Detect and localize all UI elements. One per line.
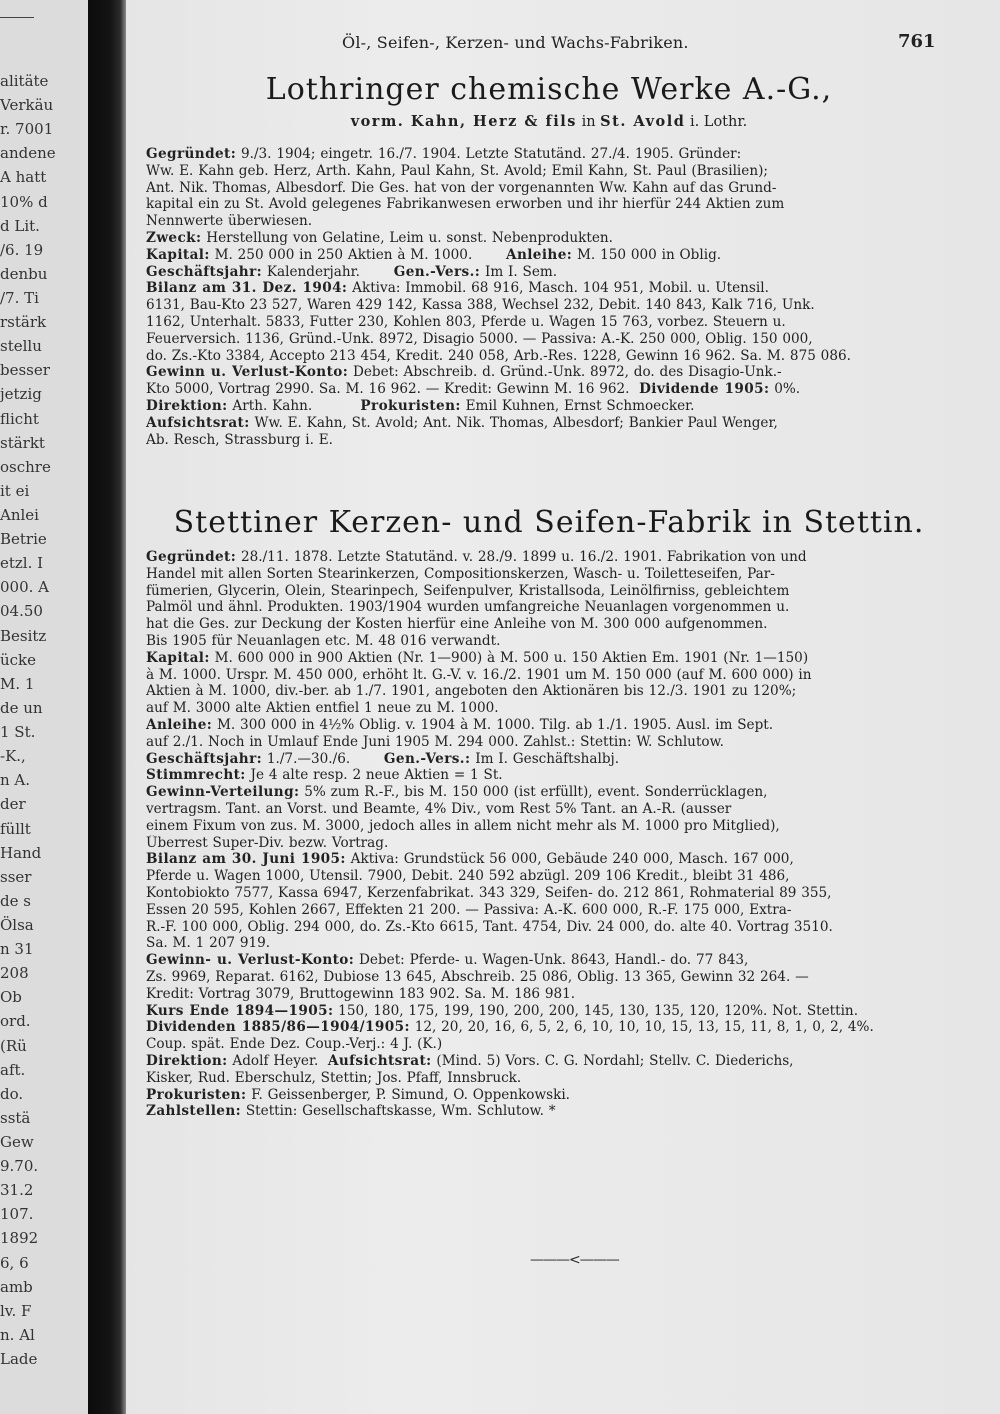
margin-fragment: do. <box>0 1085 24 1103</box>
text-line: Kto 5000, Vortrag 2990. Sa. M. 16 962. — Kredit: Gewinn M. 16 962. Dividende 1905: 0%. <box>146 381 801 398</box>
text-line: Nennwerte überwiesen. <box>146 213 313 230</box>
firm-former-name: vorm. Kahn, Herz & fils <box>350 113 577 130</box>
margin-fragment: aft. <box>0 1061 26 1079</box>
firm-title-lothringer: Lothringer chemische Werke A.-G., <box>265 72 833 107</box>
text-line: à M. 1000. Urspr. M. 450 000, erhöht lt. G.-V. v. 16./2. 1901 um M. 150 000 (auf M. 600 000) in <box>146 666 812 683</box>
running-head: Öl-, Seifen-, Kerzen- und Wachs-Fabriken. <box>342 33 689 52</box>
text-line: Kapital: M. 250 000 in 250 Aktien à M. 1000. Anleihe: M. 150 000 in Oblig. <box>146 246 722 263</box>
margin-fragment: Besitz <box>0 627 47 645</box>
subtitle-region: i. Lothr. <box>685 114 748 130</box>
text-line: einem Fixum von zus. M. 3000, jedoch alles in allem nicht mehr als M. 1000 pro Mitglied), <box>146 817 780 834</box>
text-line: Bilanz am 30. Juni 1905: Aktiva: Grundstück 56 000, Gebäude 240 000, Masch. 167 000, <box>146 851 794 868</box>
margin-fragment: oschre <box>0 458 51 476</box>
margin-fragment: Ob <box>0 988 22 1006</box>
text-line: Gewinn u. Verlust-Konto: Debet: Abschreib. d. Gründ.-Unk. 8972, do. des Disagio-Unk.- <box>146 364 782 381</box>
text-line: Anleihe: M. 300 000 in 4½% Oblig. v. 1904 à M. 1000. Tilg. ab 1./1. 1905. Ausl. im Sept. <box>146 716 774 733</box>
margin-fragment: de s <box>0 892 31 910</box>
text-line: Prokuristen: F. Geissenberger, P. Simund, O. Oppenkowski. <box>146 1086 571 1103</box>
text-line: Bis 1905 für Neuanlagen etc. M. 48 016 verwandt. <box>146 632 501 649</box>
margin-fragment: /7. Ti <box>0 289 39 307</box>
text-line: vertragsm. Tant. an Vorst. und Beamte, 4% Div., vom Rest 5% Tant. an A.-R. (ausser <box>146 800 732 817</box>
text-line: Kisker, Rud. Eberschulz, Stettin; Jos. Pfaff, Innsbruck. <box>146 1069 522 1086</box>
text-line: hat die Ges. zur Deckung der Kosten hierfür eine Anleihe von M. 300 000 aufgenommen. <box>146 616 768 633</box>
margin-fragment: 000. A <box>0 578 49 596</box>
margin-fragment: A hatt <box>0 168 47 186</box>
text-line: Zweck: Herstellung von Gelatine, Leim u. sonst. Nebenprodukten. <box>146 229 613 246</box>
margin-fragment: amb <box>0 1278 33 1296</box>
firm-place: St. Avold <box>600 113 686 130</box>
margin-fragment: -K., <box>0 747 26 765</box>
end-separator: ———<——— <box>530 1252 619 1268</box>
text-line: Zahlstellen: Stettin: Gesellschaftskasse, Wm. Schlutow. * <box>146 1103 556 1120</box>
text-line: Direktion: Arth. Kahn. Prokuristen: Emil Kuhnen, Ernst Schmoecker. <box>146 397 695 414</box>
margin-fragment: rstärk <box>0 313 47 331</box>
text-line: 1162, Unterhalt. 5833, Futter 230, Kohlen 803, Pferde u. Wagen 15 763, vorbez. Steuern u. <box>146 313 786 330</box>
text-line: do. Zs.-Kto 3384, Accepto 213 454, Kredit. 240 058, Arb.-Res. 1228, Gewinn 16 962. Sa. M. 875 086. <box>146 347 851 364</box>
text-line: auf 2./1. Noch in Umlauf Ende Juni 1905 M. 294 000. Zahlst.: Stettin: W. Schlutow. <box>146 733 724 750</box>
text-line: fümerien, Glycerin, Olein, Stearinpech, Seifenpulver, Kristallsoda, Leinölfirniss, gebleichtem <box>146 582 790 599</box>
margin-fragment: alitäte <box>0 72 49 90</box>
margin-fragment: Gew <box>0 1133 34 1151</box>
firm-title-stettiner: Stettiner Kerzen- und Seifen-Fabrik in Stettin. <box>173 505 925 540</box>
margin-fragment: füllt <box>0 820 31 838</box>
text-line: Aktien à M. 1000, div.-ber. ab 1./7. 1901, angeboten den Aktionären bis 12./3. 1901 zu 120%; <box>146 683 797 700</box>
margin-fragment: 6, 6 <box>0 1254 29 1272</box>
text-line: R.-F. 100 000, Oblig. 294 000, do. Zs.-Kto 6615, Tant. 4754, Div. 24 000, do. alte 40. Vortrag 3510. <box>146 918 833 935</box>
margin-fragment: n A. <box>0 771 31 789</box>
margin-fragment: ord. <box>0 1012 31 1030</box>
margin-fragment: jetzig <box>0 385 42 403</box>
text-line: auf M. 3000 alte Aktien entfiel 1 neue zu M. 1000. <box>146 700 499 717</box>
margin-fragment: der <box>0 795 26 813</box>
entry-lothringer <box>146 146 952 448</box>
text-line: Sa. M. 1 207 919. <box>146 935 271 952</box>
margin-fragment: Anlei <box>0 506 39 524</box>
margin-fragment: M. 1 <box>0 675 35 693</box>
text-line: Handel mit allen Sorten Stearinkerzen, Compositionskerzen, Wasch- u. Toiletteseifen, Par- <box>146 565 775 582</box>
margin-fragment: Verkäu <box>0 96 54 114</box>
margin-fragment: Ölsa <box>0 916 34 934</box>
margin-fragment: 10% d <box>0 193 48 211</box>
margin-fragment: n. Al <box>0 1326 35 1344</box>
book-spine-shadow <box>88 0 126 1414</box>
margin-fragment: /6. 19 <box>0 241 44 259</box>
margin-fragment: Lade <box>0 1350 38 1368</box>
text-line: Kurs Ende 1894—1905: 150, 180, 175, 199, 190, 200, 200, 145, 130, 135, 120, 120%. Not. Stettin. <box>146 1002 859 1019</box>
text-line: Geschäftsjahr: 1./7.—30./6. Gen.-Vers.: Im I. Geschäftshalbj. <box>146 750 620 767</box>
text-line: Ww. E. Kahn geb. Herz, Arth. Kahn, Paul Kahn, St. Avold; Emil Kahn, St. Paul (Brasilien); <box>146 162 768 179</box>
margin-fragment: 31.2 <box>0 1181 34 1199</box>
margin-fragment: andene <box>0 144 56 162</box>
margin-fragment: it ei <box>0 482 30 500</box>
text-line: Palmöl und ähnl. Produkten. 1903/1904 wurden umfangreiche Neuanlagen vorgenommen u. <box>146 599 790 616</box>
text-line: Gegründet: 9./3. 1904; eingetr. 16./7. 1904. Letzte Statutänd. 27./4. 1905. Gründer: <box>146 146 742 162</box>
margin-fragment: r. 7001 <box>0 120 54 138</box>
margin-fragment: 1 St. <box>0 723 36 741</box>
text-line: Dividenden 1885/86—1904/1905: 12, 20, 20, 16, 6, 5, 2, 6, 10, 10, 10, 15, 13, 15, 11, 8, 1, 0, 2, 4%. <box>146 1019 874 1036</box>
text-line: Gewinn- u. Verlust-Konto: Debet: Pferde- u. Wagen-Unk. 8643, Handl.- do. 77 843, <box>146 952 749 969</box>
margin-fragment: n 31 <box>0 940 34 958</box>
margin-fragment: 04.50 <box>0 602 43 620</box>
margin-fragment: lv. F <box>0 1302 32 1320</box>
text-line: 6131, Bau-Kto 23 527, Waren 429 142, Kassa 388, Wechsel 232, Debit. 140 843, Kalk 716, Unk. <box>146 297 815 314</box>
subtitle-connector: in <box>576 114 601 130</box>
text-line: Ant. Nik. Thomas, Albesdorf. Die Ges. hat von der vorgenannten Ww. Kahn auf das Grund- <box>146 179 777 196</box>
margin-fragment: besser <box>0 361 50 379</box>
text-line: Pferde u. Wagen 1000, Utensil. 7900, Debit. 240 592 abzügl. 209 106 Kredit., bleibt 31 486, <box>146 868 790 885</box>
margin-fragment: d Lit. <box>0 217 40 235</box>
margin-fragment: flicht <box>0 410 39 428</box>
margin-fragment: 107. <box>0 1205 34 1223</box>
text-line: kapital ein zu St. Avold gelegenes Fabrikanwesen erworben und ihr hierfür 244 Aktien zum <box>146 196 785 213</box>
margin-fragment: denbu <box>0 265 48 283</box>
text-line: Gegründet: 28./11. 1878. Letzte Statutänd. v. 28./9. 1899 u. 16./2. 1901. Fabrikation von und <box>146 549 807 565</box>
page-number: 761 <box>898 31 936 52</box>
text-line: Direktion: Adolf Heyer. Aufsichtsrat: (Mind. 5) Vors. C. G. Nordahl; Stellv. C. Diederichs, <box>146 1052 794 1069</box>
margin-fragment: stellu <box>0 337 42 355</box>
text-line: Stimmrecht: Je 4 alte resp. 2 neue Aktien = 1 St. <box>146 767 503 784</box>
margin-fragment: 208 <box>0 964 29 982</box>
margin-fragment: Betrie <box>0 530 47 548</box>
text-line: Essen 20 595, Kohlen 2667, Effekten 21 200. — Passiva: A.-K. 600 000, R.-F. 175 000, Extra- <box>146 901 792 918</box>
text-line: Bilanz am 31. Dez. 1904: Aktiva: Immobil. 68 916, Masch. 104 951, Mobil. u. Utensil. <box>146 280 769 297</box>
entry-stettiner <box>146 549 952 1120</box>
text-line: Kapital: M. 600 000 in 900 Aktien (Nr. 1—900) à M. 500 u. 150 Aktien Em. 1901 (Nr. 1—150) <box>146 649 809 666</box>
text-line: Ab. Resch, Strassburg i. E. <box>146 431 333 448</box>
text-line: Kredit: Vortrag 3079, Bruttogewinn 183 902. Sa. M. 186 981. <box>146 985 576 1002</box>
margin-fragment: Hand <box>0 844 42 862</box>
text-line: Geschäftsjahr: Kalenderjahr. Gen.-Vers.: Im I. Sem. <box>146 263 558 280</box>
margin-fragment: ücke <box>0 651 37 669</box>
margin-fragment: stärkt <box>0 434 45 452</box>
margin-fragment: (Rü <box>0 1037 27 1055</box>
text-line: Zs. 9969, Reparat. 6162, Dubiose 13 645, Abschreib. 25 086, Oblig. 13 365, Gewinn 32 264. — <box>146 968 809 985</box>
margin-fragment: 1892 <box>0 1229 39 1247</box>
margin-fragment: sstä <box>0 1109 31 1127</box>
margin-fragment: de un <box>0 699 43 717</box>
text-line: Coup. spät. Ende Dez. Coup.-Verj.: 4 J. (K.) <box>146 1036 443 1053</box>
text-line: Feuerversich. 1136, Gründ.-Unk. 8972, Disagio 5000. — Passiva: A.-K. 250 000, Oblig. 150 000, <box>146 330 813 347</box>
margin-fragment: 9.70. <box>0 1157 39 1175</box>
margin-fragment: etzl. I <box>0 554 44 572</box>
text-line: Aufsichtsrat: Ww. E. Kahn, St. Avold; Ant. Nik. Thomas, Albesdorf; Bankier Paul Wenger, <box>146 414 778 431</box>
text-line: Gewinn-Verteilung: 5% zum R.-F., bis M. 150 000 (ist erfüllt), event. Sonderrücklagen, <box>146 784 768 801</box>
page-content <box>134 0 964 1414</box>
firm-subtitle-lothringer <box>134 113 964 130</box>
previous-page-fragment <box>0 0 88 1414</box>
margin-fragment: sser <box>0 868 32 886</box>
text-line: Überrest Super-Div. bezw. Vortrag. <box>146 834 389 851</box>
text-line: Kontobiokto 7577, Kassa 6947, Kerzenfabrikat. 343 329, Seifen- do. 212 861, Rohmaterial 89 355, <box>146 884 832 901</box>
margin-rule <box>0 17 34 18</box>
